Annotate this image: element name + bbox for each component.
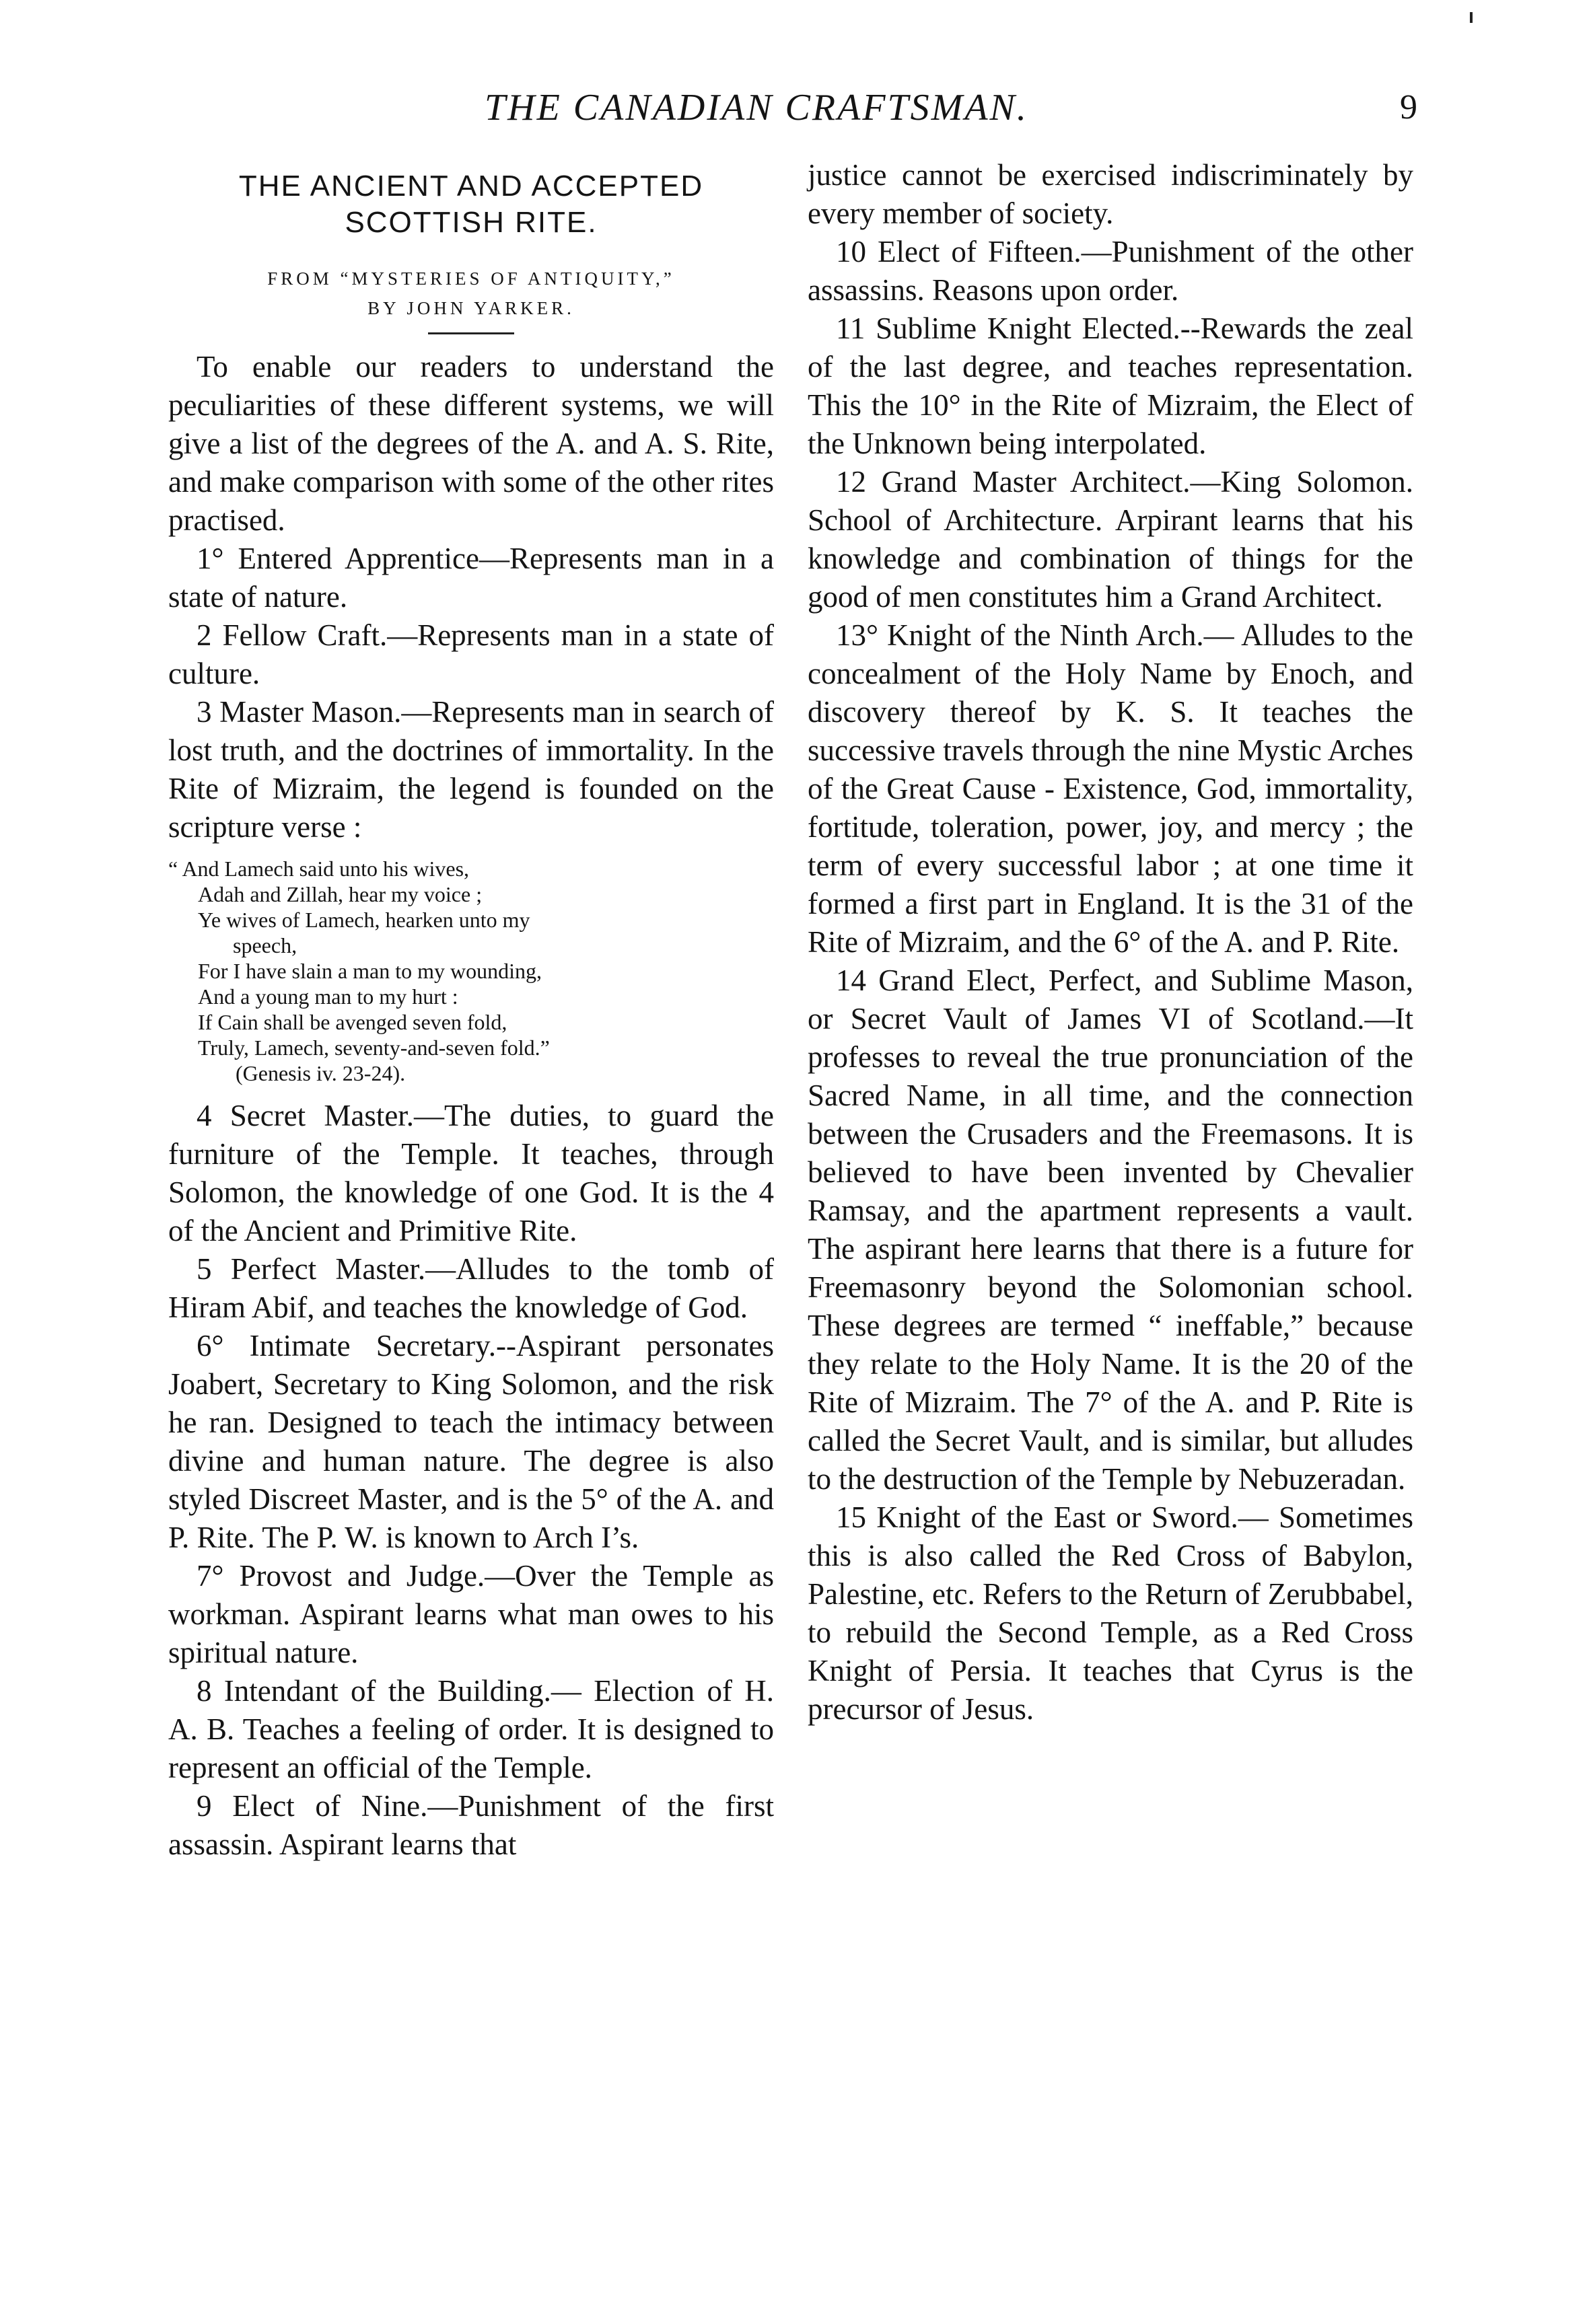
poem-line: Truly, Lamech, seventy-and-seven fold.”: [198, 1036, 550, 1060]
poem-line: If Cain shall be avenged seven fold,: [198, 1010, 507, 1034]
degree-4: 4 Secret Master.—The duties, to guard the furniture of the Temple. It teaches, through Solomon, the knowledge of one God. It is the 4 of the Ancient and Primitive Rite.: [168, 1099, 774, 1247]
article-source: [168, 264, 774, 323]
degree-7: 7° Provost and Judge.—Over the Temple as workman. Aspirant learns what man owes to his spiritual nature.: [168, 1559, 774, 1669]
degree-8: 8 Intendant of the Building.— Election of H. A. B. Teaches a feeling of order. It is designed to represent an official of the Temple.: [168, 1674, 774, 1784]
source-line-1: FROM “MYSTERIES OF ANTIQUITY,”: [267, 268, 675, 289]
margin-mark: [1470, 12, 1473, 23]
poem-line: “ And Lamech said unto his wives,: [168, 857, 470, 881]
intro-paragraph: To enable our readers to understand the peculiarities of these different systems, we will give a list of the degrees of the A. and A. S. Rite, and make comparison with some of the other rites practised.: [168, 350, 774, 537]
running-head: THE CANADIAN CRAFTSMAN.: [485, 87, 1028, 129]
left-column: [168, 156, 774, 1864]
degree-3: 3 Master Mason.—Represents man in search of lost truth, and the doctrines of immortality. In the Rite of Mizraim, the legend is founded on the scripture verse :: [168, 695, 774, 844]
poem-line: speech,: [233, 933, 297, 957]
poem-line: And a young man to my hurt :: [198, 984, 458, 1009]
degree-15: 15 Knight of the East or Sword.— Sometimes this is also called the Red Cross of Babylon, Palestine, etc. Refers to the Return of Zerubbabel, to rebuild the Second Temple, as a Red Cross Knight of Persia. It teaches that Cyrus is the precursor of Jesus.: [808, 1500, 1413, 1726]
degree-6: 6° Intimate Secretary.--Aspirant personates Joabert, Secretary to King Solomon, and the risk he ran. Designed to teach the intimacy between divine and human nature. The degree is also styled Discreet Master, and is the 5° of the A. and P. Rite. The P. W. is known to Arch I’s.: [168, 1329, 774, 1554]
degree-11: 11 Sublime Knight Elected.--Rewards the zeal of the last degree, and teaches representation. This the 10° in the Rite of Mizraim, the Elect of the Unknown being interpolated.: [808, 312, 1413, 460]
degree-14: 14 Grand Elect, Perfect, and Sublime Mason, or Secret Vault of James VI of Scotland.—It professes to reveal the true pronunciation of the Sacred Name, in all time, and the connection between the Crusaders and the Freemasons. It is believed to have been invented by Chevalier Ramsay, and the apartment represents a vault. The aspirant here learns that there is a future for Freemasonry beyond the Solomonian school. These degrees are termed “ ineffable,” because they relate to the Holy Name. It is the 20 of the Rite of Mizraim. The 7° of the A. and P. Rite is called the Secret Vault, and is similar, but alludes to the destruction of the Temple by Nebuzeradan.: [808, 964, 1413, 1496]
page-number: 9: [1400, 88, 1417, 126]
poem-citation: (Genesis iv. 23-24).: [236, 1061, 406, 1085]
degree-13: 13° Knight of the Ninth Arch.— Alludes to the concealment of the Holy Name by Enoch, and discovery thereof by K. S. It teaches the successive travels through the nine Mystic Arches of the Great Cause - Existence, God, immortality, fortitude, toleration, power, joy, and mercy ; the term of every successful labor ; at one time it formed a first part in England. It is the 31 of the Rite of Mizraim, and the 6° of the A. and P. Rite.: [808, 618, 1413, 959]
degree-9-continued: justice cannot be exercised indiscriminately by every member of society.: [808, 158, 1413, 230]
poem-line: Ye wives of Lamech, hearken unto my: [198, 908, 530, 932]
degree-10: 10 Elect of Fifteen.—Punishment of the other assassins. Reasons upon order.: [808, 235, 1413, 307]
poem-line: Adah and Zillah, hear my voice ;: [198, 882, 483, 906]
degree-2: 2 Fellow Craft.—Represents man in a state of culture.: [168, 618, 774, 690]
article-title: THE ANCIENT AND ACCEPTED SCOTTISH RITE.: [238, 170, 704, 239]
degree-12: 12 Grand Master Architect.—King Solomon. School of Architecture. Arpirant learns that his knowledge and combination of things for the good of men constitutes him a Grand Architect.: [808, 465, 1413, 614]
source-line-2: BY JOHN YARKER.: [367, 298, 575, 318]
right-column: [808, 156, 1413, 1729]
title-rule: [428, 332, 514, 334]
poem-line: For I have slain a man to my wounding,: [198, 959, 542, 983]
degree-1: 1° Entered Apprentice—Represents man in a state of nature.: [168, 542, 774, 614]
degree-9: 9 Elect of Nine.—Punishment of the first assassin. Aspirant learns that: [168, 1789, 774, 1861]
scripture-quote: [168, 856, 774, 1086]
degree-5: 5 Perfect Master.—Alludes to the tomb of Hiram Abif, and teaches the knowledge of God.: [168, 1252, 774, 1324]
